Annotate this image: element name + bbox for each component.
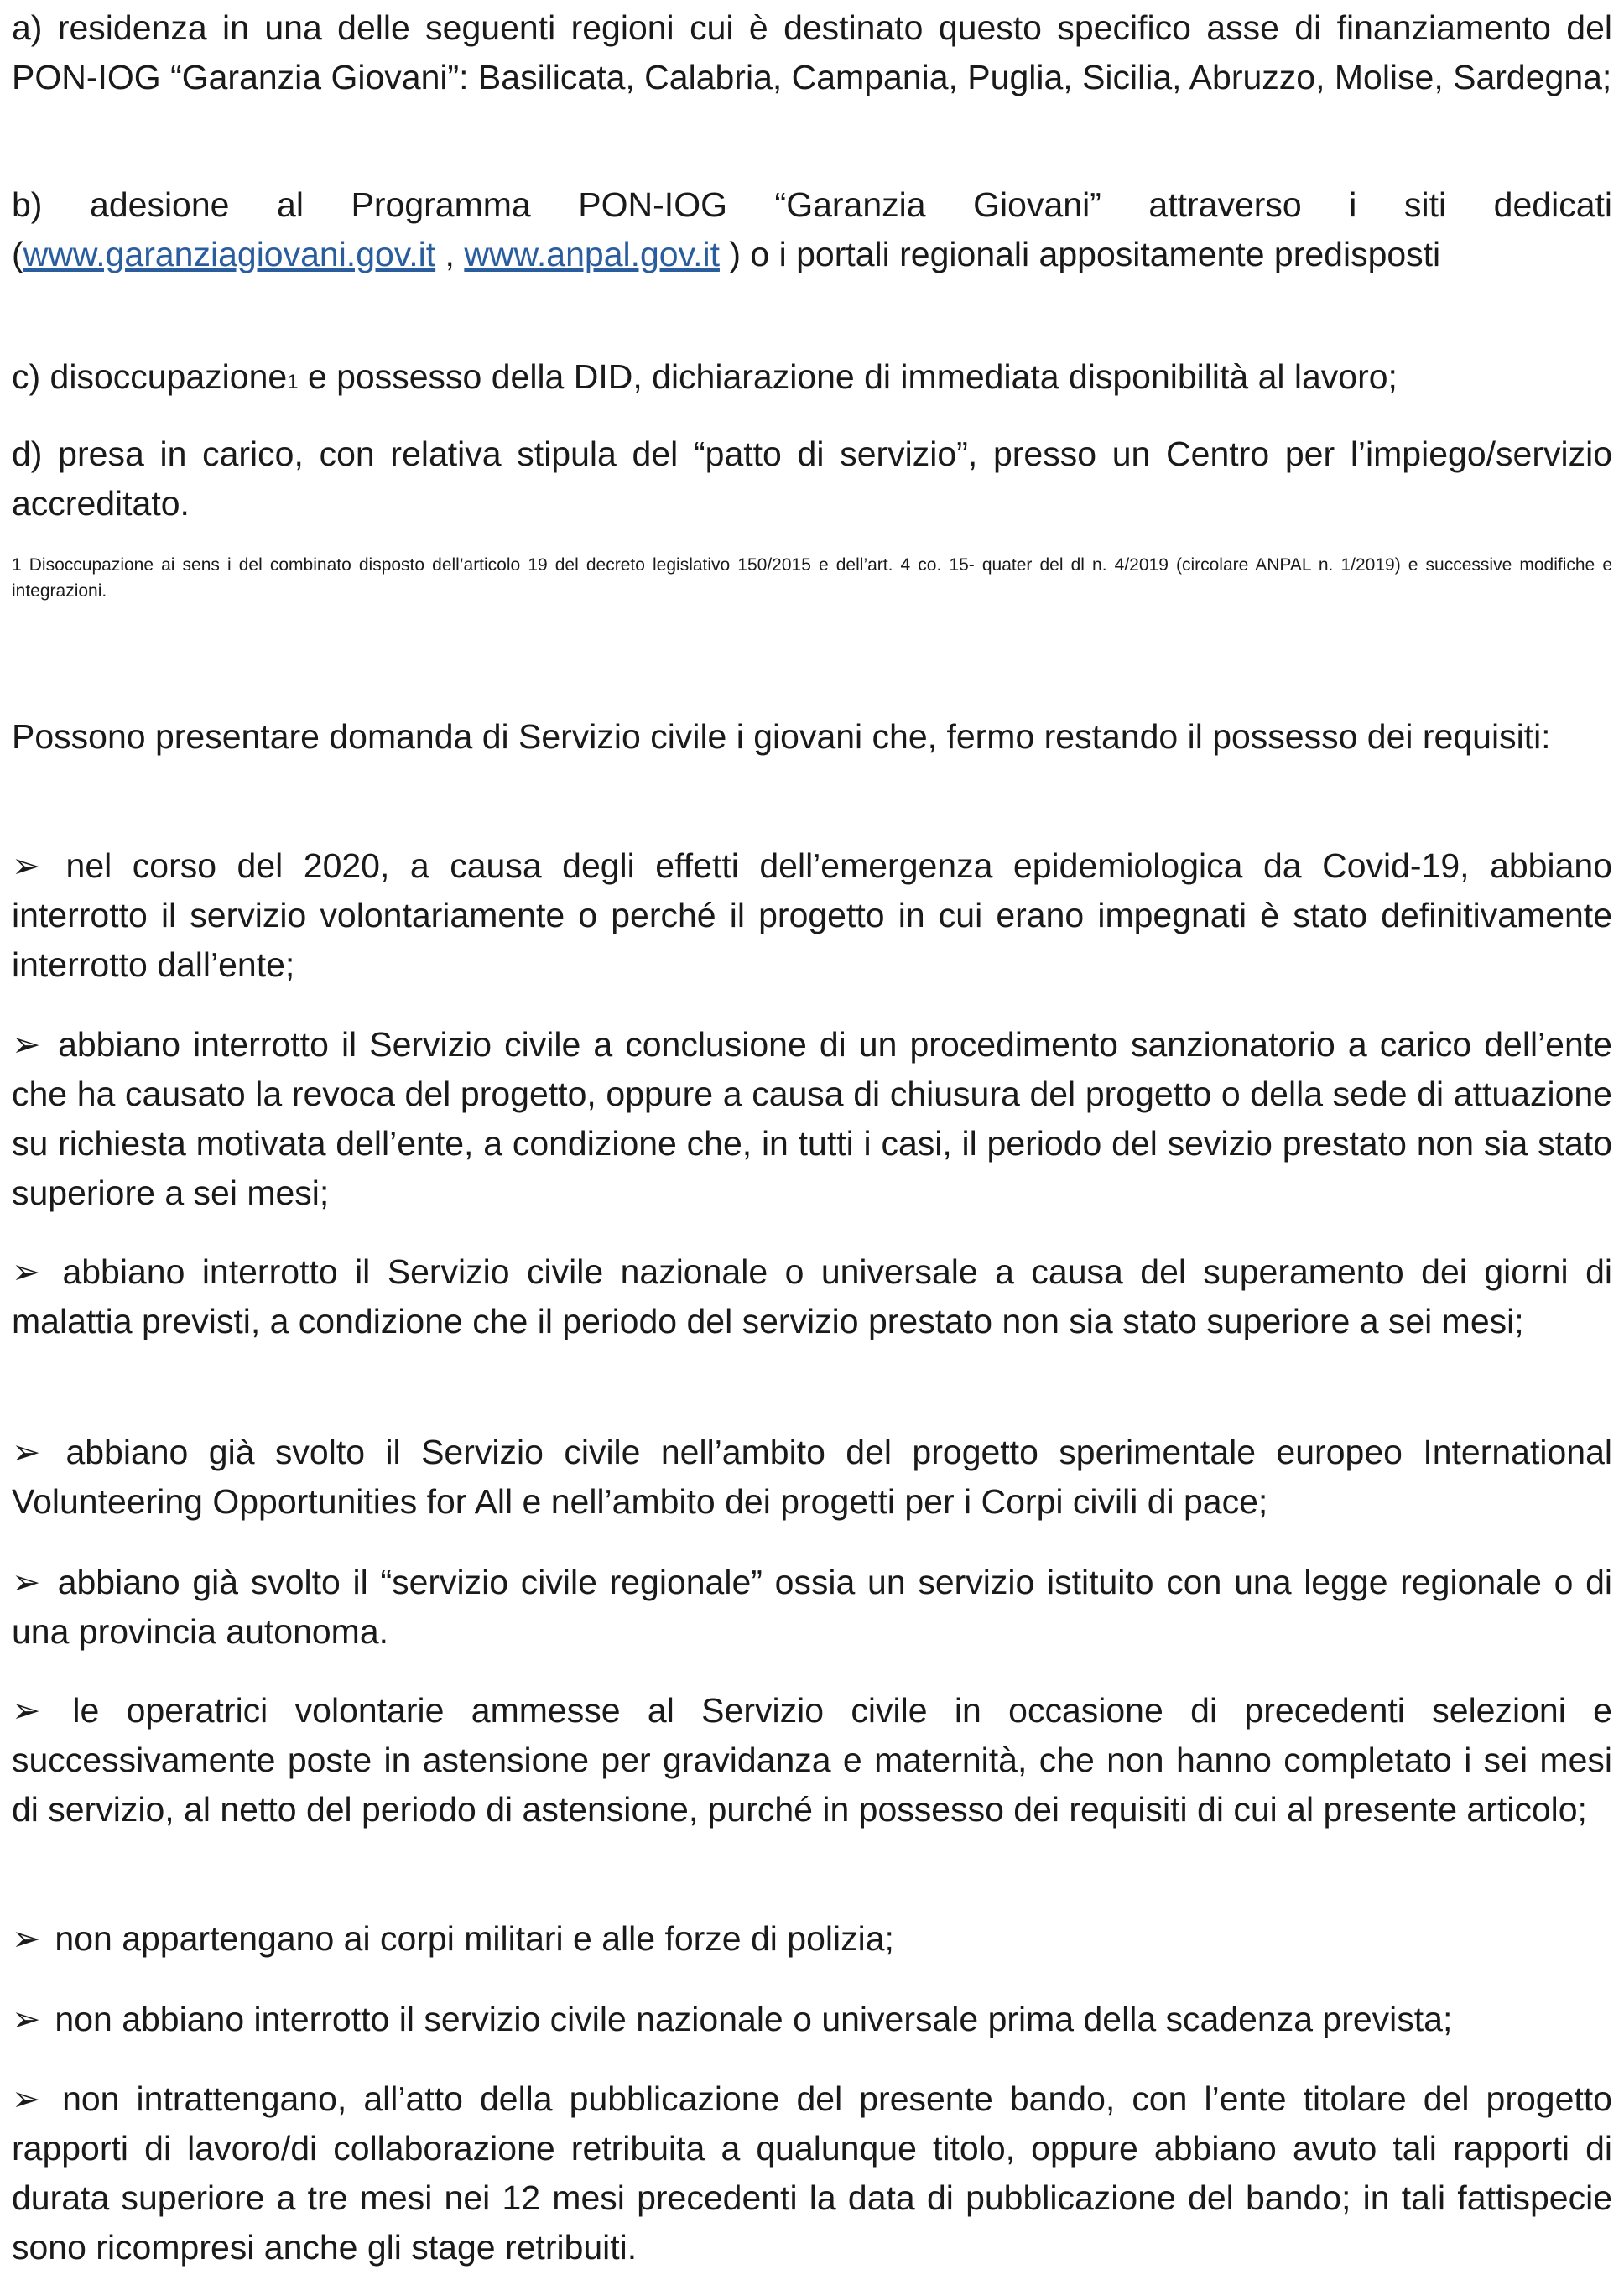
bullet-text: non abbiano interrotto il servizio civile nazionale o universale prima della scadenza prevista;	[55, 2000, 1453, 2038]
arrow-bullet-icon: ➢	[12, 1690, 41, 1731]
footnote: 1 Disoccupazione ai sens i del combinato disposto dell’articolo 19 del decreto legislativo 150/2015 e dell’art. 4 co. 15- quater del dl n. 4/2019 (circolare ANPAL n. 1/2019) e successive modifiche e integrazioni.	[12, 555, 1612, 601]
bullet-item	[12, 1020, 1612, 1218]
arrow-bullet-icon: ➢	[12, 2079, 41, 2119]
requirement-c-tail: e possesso della DID, dichiarazione di immediata disponibilità al lavoro;	[298, 357, 1398, 396]
bullet-text: non appartengano ai corpi militari e alle forze di polizia;	[55, 1919, 894, 1958]
bullet-text: non intrattengano, all’atto della pubblicazione del presente bando, con l’ente titolare del progetto rapporti di lavoro/di collaborazione retribuita a qualunque titolo, oppure abbiano avuto tali rapporti di durata superiore a tre mesi nei 12 mesi precedenti la data di pubblicazione del bando; in tali fattispecie sono ricompresi anche gli stage retribuiti.	[12, 2079, 1612, 2267]
garanziagiovani-link[interactable]: www.garanziagiovani.gov.it	[23, 235, 436, 273]
bullet-text: abbiano interrotto il Servizio civile a conclusione di un procedimento sanzionatorio a carico dell’ente che ha causato la revoca del progetto, oppure a causa di chiusura del progetto o della sede di attuazione su richiesta motivata dell’ente, a condizione che, in tutti i casi, il periodo del sevizio prestato non sia stato superiore a sei mesi;	[12, 1025, 1612, 1212]
bullet-item	[12, 1914, 1612, 1964]
arrow-bullet-icon: ➢	[12, 1432, 41, 1472]
requirement-b-tail: ) o i portali regionali appositamente predisposti	[719, 235, 1441, 273]
footnote-ref: 1	[287, 371, 299, 393]
arrow-bullet-icon: ➢	[12, 1999, 41, 2039]
bullet-text: nel corso del 2020, a causa degli effetti dell’emergenza epidemiologica da Covid-19, abbiano interrotto il servizio volontariamente o perché il progetto in cui erano impegnati è stato definitivamente interrotto dall’ente;	[12, 846, 1612, 984]
intro-paragraph: Possono presentare domanda di Servizio civile i giovani che, fermo restando il possesso dei requisiti:	[12, 717, 1551, 756]
arrow-bullet-icon: ➢	[12, 1252, 41, 1292]
document-page	[12, 0, 1612, 2290]
bullet-text: abbiano già svolto il Servizio civile nell’ambito del progetto sperimentale europeo International Volunteering Opportunities for All e nell’ambito dei progetti per i Corpi civili di pace;	[12, 1433, 1612, 1521]
arrow-bullet-icon: ➢	[12, 1024, 41, 1064]
bullet-item	[12, 1247, 1612, 1346]
bullet-item	[12, 2074, 1612, 2272]
bullet-item	[12, 841, 1612, 990]
requirement-c	[12, 352, 1612, 407]
arrow-bullet-icon: ➢	[12, 846, 41, 886]
requirement-b	[12, 180, 1612, 279]
arrow-bullet-icon: ➢	[12, 1562, 41, 1602]
arrow-bullet-icon: ➢	[12, 1918, 41, 1959]
bullet-item	[12, 1995, 1612, 2044]
requirement-b-text: b) adesione al Programma PON-IOG “Garanzia Giovani” attraverso i siti dedicati (	[12, 185, 1612, 273]
bullet-item	[12, 1558, 1612, 1657]
requirement-c-text: c) disoccupazione	[12, 357, 288, 396]
requirement-d: d) presa in carico, con relativa stipula del “patto di servizio”, presso un Centro per l’impiego/servizio accreditato.	[12, 435, 1612, 523]
bullet-text: abbiano già svolto il “servizio civile regionale” ossia un servizio istituito con una legge regionale o di una provincia autonoma.	[12, 1563, 1612, 1651]
bullet-text: abbiano interrotto il Servizio civile nazionale o universale a causa del superamento dei giorni di malattia previsti, a condizione che il periodo del servizio prestato non sia stato superiore a sei mesi;	[12, 1252, 1612, 1340]
bullet-item	[12, 1686, 1612, 1835]
anpal-link[interactable]: www.anpal.gov.it	[464, 235, 720, 273]
requirement-a: a) residenza in una delle seguenti regioni cui è destinato questo specifico asse di finanziamento del PON-IOG “Garanzia Giovani”: Basilicata, Calabria, Campania, Puglia, Sicilia, Abruzzo, Molise, Sardegna;	[12, 8, 1612, 96]
bullet-item	[12, 1428, 1612, 1527]
link-separator: ,	[435, 235, 465, 273]
bullet-text: le operatrici volontarie ammesse al Servizio civile in occasione di precedenti selezioni e successivamente poste in astensione per gravidanza e maternità, che non hanno completato i sei mesi di servizio, al netto del periodo di astensione, purché in possesso dei requisiti di cui al presente articolo;	[12, 1691, 1612, 1829]
